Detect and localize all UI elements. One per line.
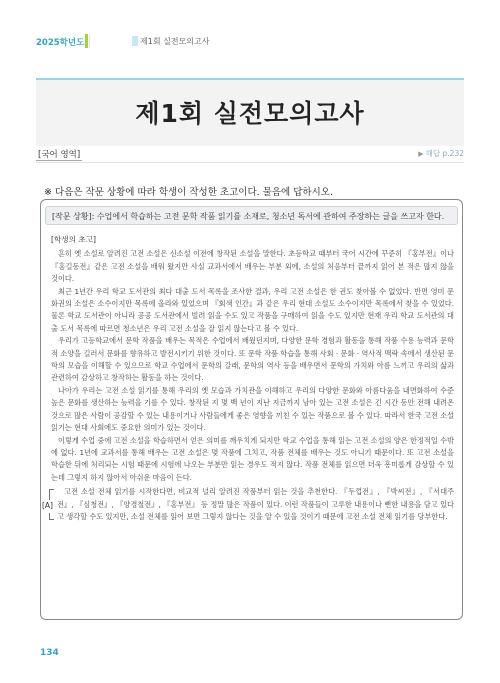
header-year-label: 2025학년도 xyxy=(36,38,85,48)
draft-paragraph-a xyxy=(42,486,454,523)
draft-title: [학생의 초고] xyxy=(51,235,97,244)
writing-situation: [작문 상황]: 수업에서 학습하는 고전 문학 작품 읽기를 소재로, 청소년 독서에 관하여 주장하는 글을 쓰고자 한다. xyxy=(45,206,458,225)
draft-paragraph-4: 나아가 우리는 고전 소설 읽기를 통해 우리의 옛 모습과 가치관을 이해하고 우리의 다양한 문화와 아름다움을 내면화하여 수준 높은 문화를 생산하는 능력을 기를 수 있다. 창작된 지 몇 백 년이 지난 지금까지 남아 있는 고전 소설은 긴 시간 동안 전해 내려온 것으로 많은 사람이 공감할 수 있는 내용이거나 사람들에게 좋은 영향을 끼친 수 있는 작품으로 볼 수 있다. 따라서 한국 고전 소설 읽기는 현대 사회에도 중요한 의미가 있는 것이다. xyxy=(51,385,454,433)
header-accent-bar xyxy=(85,34,88,48)
draft-paragraph-a-text: 고전 소설 전체 읽기를 시작한다면, 비교적 널리 알려진 작품부터 읽는 것을 추천한다. 『두껍전』, 『박씨전』, 『서대주전』, 『심청전』, 『양경철전』, 『홍부전』 등 정말 많은 작품이 있다. 이런 작품들이 고루한 내용이나 뻔한 내용을 담고 있다고 생각할 수도 있지만, 소설 전체를 읽어 보면 그렇지 않다는 것을 알 수 있을 것이기 때문에 고전 소설 전체 읽기를 당부한다. xyxy=(57,487,454,521)
header-tab-marker xyxy=(132,36,138,46)
draft-paragraph-2: 최근 1년간 우리 학교 도서관의 최다 대출 도서 목록을 조사한 결과, 우리 고전 소설은 한 권도 찾아볼 수 없었다. 반면 영미 문화권의 소설은 소수이지만 목록에 올라와 있었으며 『회색 인간』과 같은 우리 현대 소설도 소수이지만 목록에서 찾을 수 있었다. 물론 학교 도서관이 아니라 공공 도서관에서 빌려 읽을 수도 있고 작품을 구매하여 읽을 수도 있지만 현재 우리 학교 도서관의 대출 도서 목록에 따르면 청소년은 우리 고전 소설을 잘 읽지 않는다고 볼 수 있다. xyxy=(51,286,454,333)
triangle-icon: ▶ xyxy=(418,150,424,158)
section-label: [ 국어 영역 ] xyxy=(36,148,82,161)
draft-paragraph-5: 이렇게 수업 중에 고전 소설을 학습하면서 얻은 의미를 깨우치게 되지만 학교 수업을 통해 읽는 고전 소설의 양은 한정적일 수밖에 없다. 1년에 교과서를 통해 배우는 고전 소설은 몇 작품에 그치고, 작품 전체를 배우는 것도 아니기 때문이다. 또 고전 소설을 학습한 뒤에 처리되는 시험 때문에 시험에 나오는 부분만 읽는 경우도 적지 않다. 작품 전체를 읽으면 더욱 흥미롭게 감상할 수 있는데 그렇지 하지 않아서 아쉬운 마음이 든다. xyxy=(51,435,454,482)
passage-box xyxy=(40,199,463,620)
page-number: 134 xyxy=(40,648,59,658)
answer-reference-text: 해답 p.232 xyxy=(425,149,464,158)
title-panel xyxy=(36,78,464,146)
draft-paragraph-3: 우리가 고등학교에서 문학 작품을 배우는 목적은 수업에서 배웠던지며, 다양한 문학 경험과 활동을 통해 작품 수용 능력과 문학적 소양을 길러서 문화를 향유하고 발전시키기 위한 것이다. 또 문학 작품 학습을 통해 사회 · 문화 · 역사적 맥락 속에서 생산된 문학의 모습을 이해할 수 있으므로 학교 수업에서 문학의 갈래, 문학의 역사 등을 배우면서 문학의 가치와 아름 느끼고 우리의 삶과 관련하여 감상하고 창작하는 활동을 하는 것이다. xyxy=(51,336,454,383)
running-header xyxy=(0,34,500,52)
draft-paragraph-1: 흔히 옛 소설로 알려진 고전 소설은 신소설 이전에 창작된 소설을 말한다. 초등학교 때부터 국어 시간에 꾸준히 『홍부전』이나 『홍길동전』같은 고전 소설을 배워 왔지만 사실 교과서에서 배우는 부분 외에, 소설의 처음부터 끝까지 읽어 본 적은 많지 않을 것이다. xyxy=(51,249,454,284)
subtitle-row xyxy=(36,147,464,163)
page-title: 제1회 실전모의고사 xyxy=(135,99,365,128)
subtitle-divider xyxy=(36,162,464,163)
answer-reference xyxy=(418,148,464,159)
header-divider xyxy=(89,34,90,48)
a-label: [A] xyxy=(42,500,53,512)
student-draft xyxy=(42,234,454,523)
question-instruction: ※ 다음은 작문 상황에 따라 학생이 작성한 초고이다. 물음에 답하시오. xyxy=(44,187,333,198)
header-exam-label: 제1회 실전모의고사 xyxy=(140,37,210,46)
